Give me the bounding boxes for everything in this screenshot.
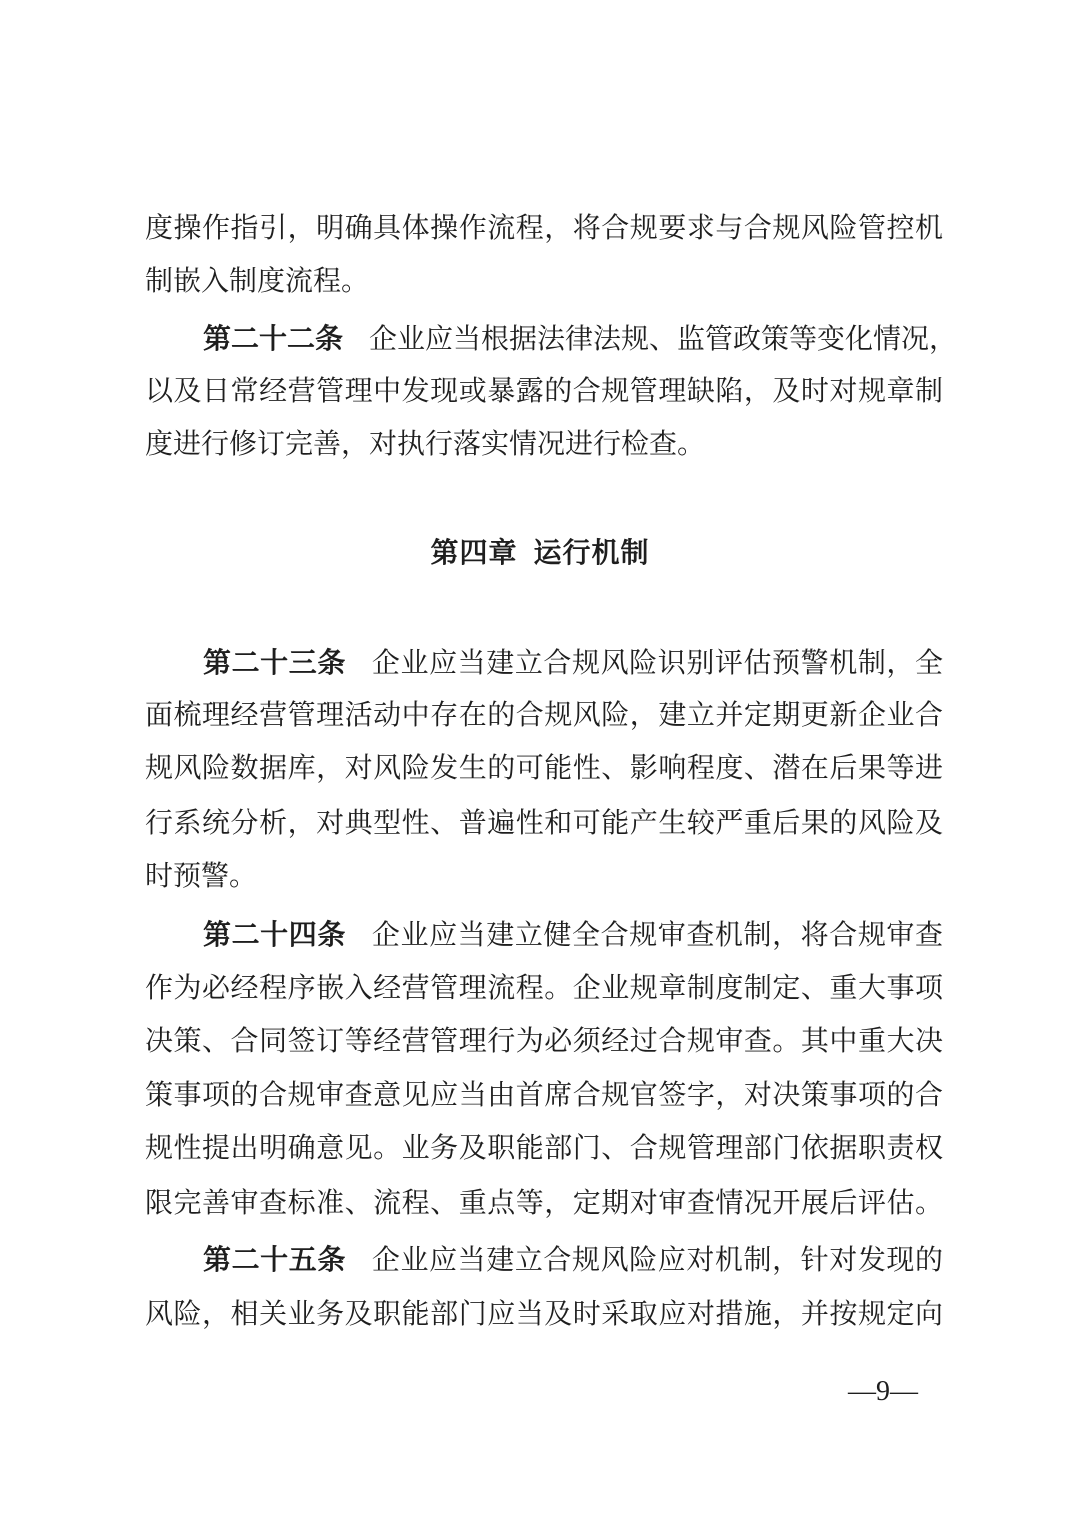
text-line: 企业应当建立合规风险识别评估预警机制，全 [371, 646, 943, 679]
article-24-first-line [203, 913, 943, 957]
article-number: 第二十四条 [203, 918, 346, 951]
article-22-first-line [203, 317, 958, 361]
text-line: 规风险数据库，对风险发生的可能性、影响程度、潜在后果等进 [145, 751, 943, 784]
text-line: 面梳理经营管理活动中存在的合规风险，建立并定期更新企业合 [145, 698, 943, 731]
text-line: 时预警。 [145, 859, 258, 892]
page-number: —9— [848, 1376, 918, 1407]
article-25-first-line [203, 1238, 943, 1282]
article-23-first-line [203, 641, 943, 685]
text-line: 企业应当根据法律法规、监管政策等变化情况， [369, 322, 958, 355]
text-line: 作为必经程序嵌入经营管理流程。企业规章制度制定、重大事项 [145, 971, 943, 1004]
text-line: 制嵌入制度流程。 [145, 264, 370, 297]
text-line: 度操作指引，明确具体操作流程，将合规要求与合规风险管控机 [145, 211, 943, 244]
chapter-heading [0, 531, 1080, 575]
text-line: 规性提出明确意见。业务及职能部门、合规管理部门依据职责权 [145, 1131, 943, 1164]
text-line: 风险，相关业务及职能部门应当及时采取应对措施，并按规定向 [145, 1297, 943, 1330]
text-line: 度进行修订完善，对执行落实情况进行检查。 [145, 427, 706, 460]
text-line: 企业应当建立健全合规审查机制，将合规审查 [371, 918, 943, 951]
text-line: 决策、合同签订等经营管理行为必须经过合规审查。其中重大决 [145, 1024, 943, 1057]
chapter-title: 运行机制 [533, 536, 650, 569]
article-number: 第二十二条 [203, 322, 344, 355]
text-line: 策事项的合规审查意见应当由首席合规官签字，对决策事项的合 [145, 1078, 943, 1111]
article-number: 第二十五条 [203, 1243, 346, 1276]
text-line: 限完善审查标准、流程、重点等，定期对审查情况开展后评估。 [145, 1186, 943, 1219]
article-number: 第二十三条 [203, 646, 346, 679]
chapter-number: 第四章 [430, 536, 518, 569]
text-line: 企业应当建立合规风险应对机制，针对发现的 [371, 1243, 943, 1276]
text-line: 以及日常经营管理中发现或暴露的合规管理缺陷，及时对规章制 [145, 374, 943, 407]
text-line: 行系统分析，对典型性、普遍性和可能产生较严重后果的风险及 [145, 806, 943, 839]
